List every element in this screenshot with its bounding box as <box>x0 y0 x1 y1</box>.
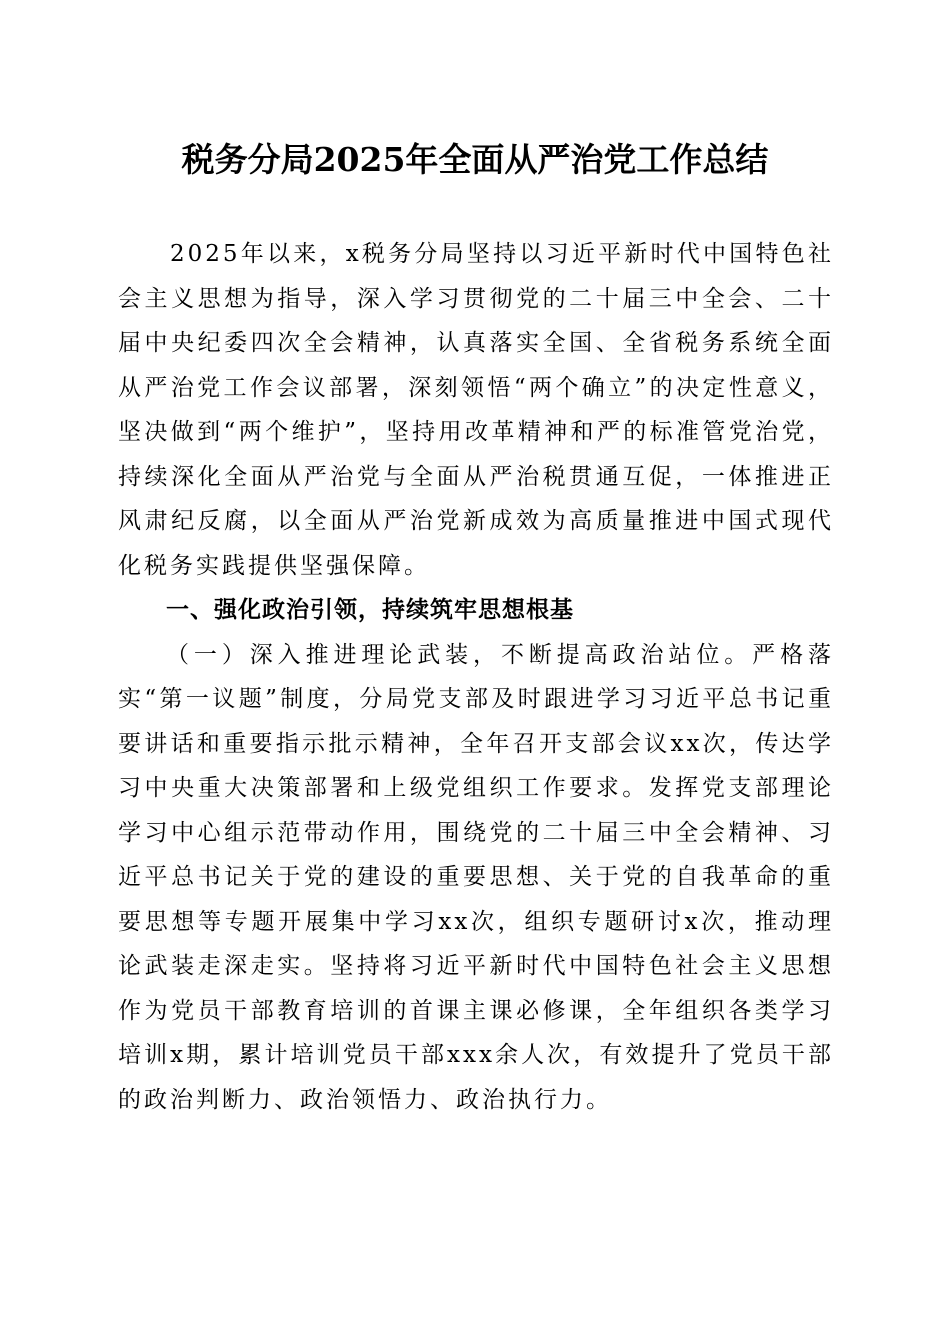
document-title: 税务分局2025年全面从严治党工作总结 <box>181 140 769 179</box>
intro-paragraph: 2025年以来，x税务分局坚持以习近平新时代中国特色社会主义思想为指导，深入学习贯彻党的二十届三中全会、二十届中央纪委四次全会精神，认真落实全国、全省税务系统全面从严治党工作会议部署，深刻领悟“两个确立”的决定性意义，坚决做到“两个维护”，坚持用改革精神和严的标准管党治党，持续深化全面从严治党与全面从严治税贯通互促，一体推进正风肃纪反腐，以全面从严治党新成效为高质量推进中国式现代化税务实践提供坚强保障。 <box>118 241 834 579</box>
section-paragraph: （一）深入推进理论武装，不断提高政治站位。严格落实“第一议题”制度，分局党支部及时跟进学习习近平总书记重要讲话和重要指示批示精神，全年召开支部会议xx次，传达学习中央重大决策部署和上级党组织工作要求。发挥党支部理论学习中心组示范带动作用，围绕党的二十届三中全会精神、习近平总书记关于党的建设的重要思想、关于党的自我革命的重要思想等专题开展集中学习xx次，组织专题研讨x次，推动理论武装走深走实。坚持将习近平新时代中国特色社会主义思想作为党员干部教育培训的首课主课必修课，全年组织各类学习培训x期，累计培训党员干部xxx余人次，有效提升了党员干部的政治判断力、政治领悟力、政治执行力。 <box>118 641 834 1113</box>
section-heading: 一、强化政治引领，持续筑牢思想根基 <box>166 597 574 623</box>
document-body <box>118 232 834 1122</box>
